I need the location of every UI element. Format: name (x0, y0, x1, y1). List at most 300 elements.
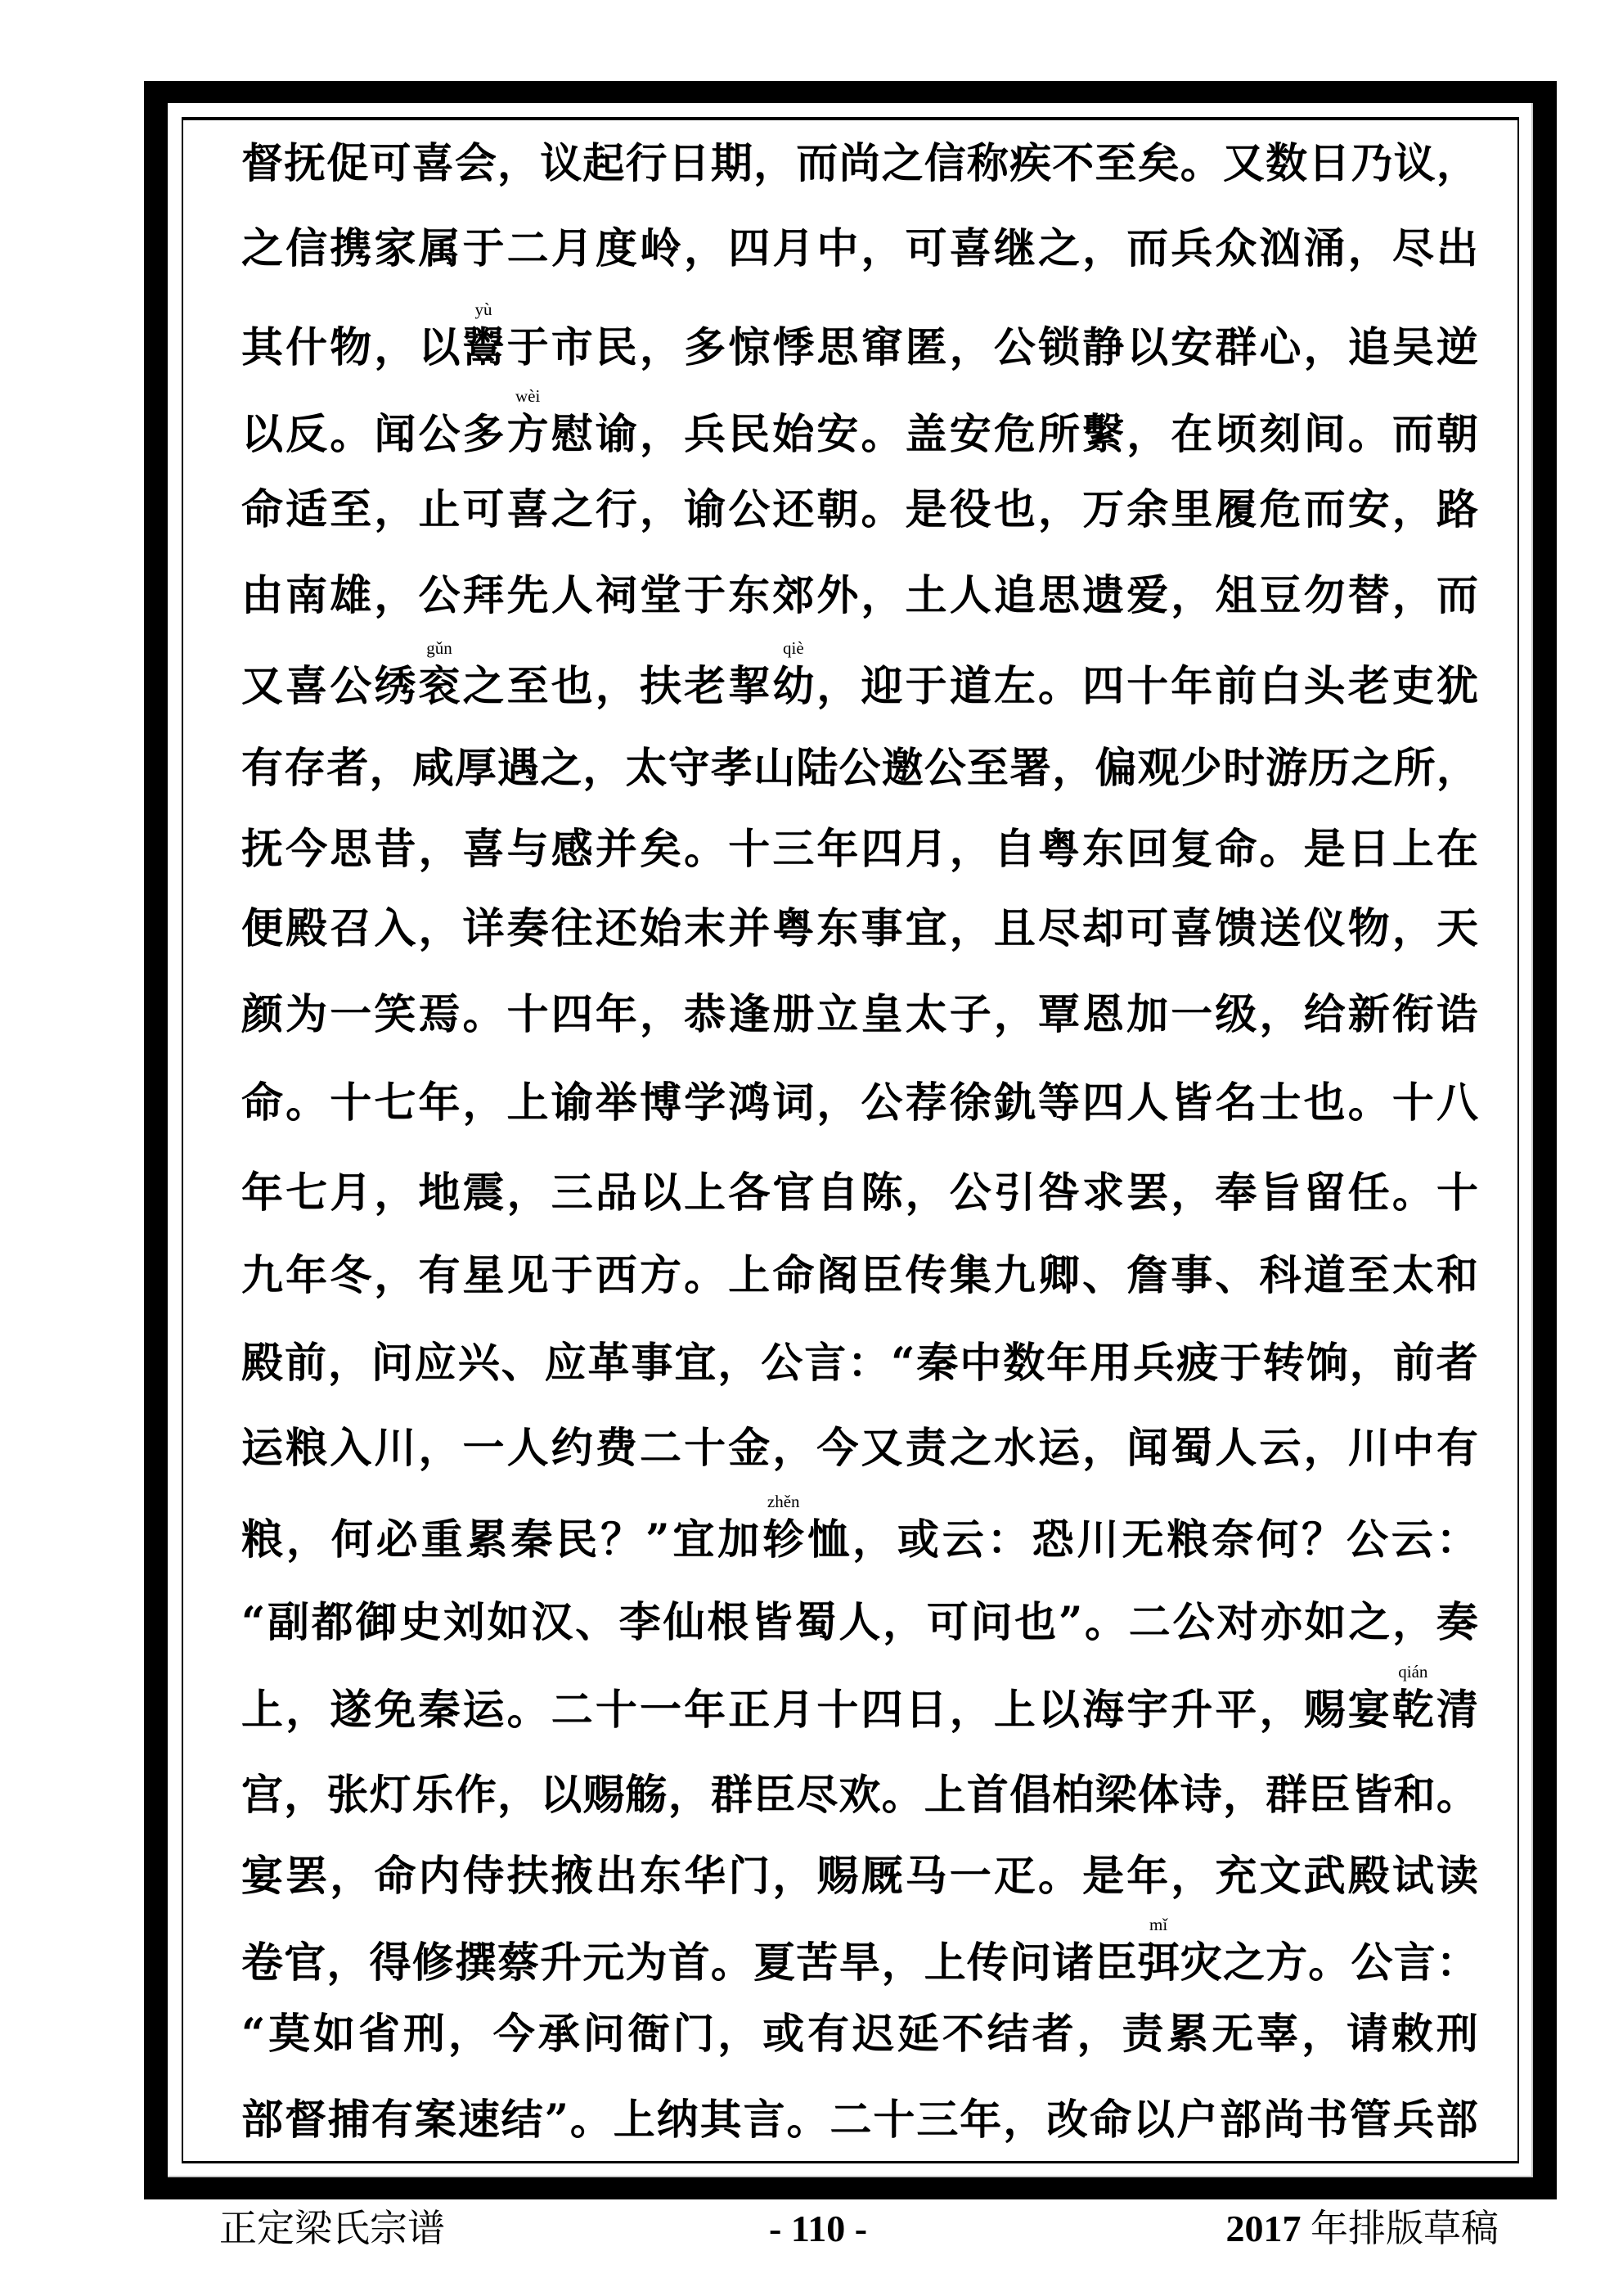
text-char: 皆 (750, 1598, 793, 1647)
text-char: 九 (993, 1251, 1036, 1300)
text-char: 在 (1436, 825, 1478, 874)
text-char: 请 (1346, 2010, 1388, 2059)
text-char: 部 (1219, 2096, 1261, 2145)
text-char: 什 (285, 323, 328, 372)
text-char: 是 (1303, 825, 1346, 874)
footer-draft-year: 2017 (1225, 2208, 1302, 2249)
text-char: 蜀 (1171, 1424, 1213, 1473)
text-char: 之 (1222, 1938, 1265, 1988)
text-char: 读 (1436, 1852, 1478, 1901)
text-char: 七 (374, 1078, 416, 1128)
text-char: 觞 (625, 1771, 668, 1820)
text-char: ， (327, 1339, 370, 1388)
text-char: 饷 (1306, 1339, 1348, 1388)
text-char: 鸿 (728, 1078, 771, 1128)
text-char: 行 (595, 485, 637, 534)
text-char: 也 (993, 485, 1036, 534)
text-char: 云 (942, 1515, 984, 1564)
text-char: 。 (1180, 139, 1222, 188)
text-char: 公 (924, 744, 966, 793)
text-char: 先 (506, 571, 549, 620)
text-char: 责 (1122, 2010, 1164, 2059)
text-char: 衔 (1391, 990, 1434, 1039)
text-char: 上 (506, 1078, 549, 1128)
text-char: 之 (462, 662, 505, 711)
text-char: 案 (414, 2096, 456, 2145)
text-char: 陈 (861, 1168, 903, 1218)
text-char: 二 (829, 2096, 872, 2145)
pinyin-annotation: qiè (782, 638, 804, 658)
text-char: 始 (772, 410, 815, 459)
text-char: 悸 (772, 323, 815, 372)
text-char: 上 (241, 1686, 284, 1735)
text-char: 金 (728, 1424, 771, 1473)
text-char: 首 (966, 1771, 1009, 1820)
text-char: 度 (595, 224, 637, 273)
text-char: 外 (816, 571, 859, 620)
text-char: 省 (358, 2010, 401, 2059)
text-char: 公 (418, 571, 461, 620)
text-char: 蜀 (794, 1598, 837, 1647)
text-char: 皆 (1171, 1078, 1213, 1128)
text-char: 三 (551, 1168, 593, 1218)
text-char: 陆 (796, 744, 838, 793)
text-char: 秦 (916, 1339, 959, 1388)
text-char: 问 (582, 2010, 625, 2059)
text-char: 署 (1009, 744, 1052, 793)
text-char: 速 (457, 2096, 500, 2145)
text-char: 根 (707, 1598, 749, 1647)
text-char: 议 (1393, 139, 1436, 188)
text-char: 又 (241, 662, 284, 711)
text-char: 笑 (374, 990, 416, 1039)
pinyin-annotation: mǐ (1149, 1915, 1168, 1934)
text-char: 粤 (1037, 825, 1080, 874)
text-char: 人 (949, 571, 991, 620)
text-char: 立 (816, 990, 859, 1039)
text-char: 方 wèi (506, 386, 549, 459)
text-char: ， (1391, 571, 1434, 620)
text-char: 升 (1171, 1686, 1213, 1735)
text-char: 累 (465, 1515, 508, 1564)
text-char: 而 (1126, 224, 1169, 273)
text-char: 也 (1303, 1078, 1346, 1128)
text-char: 敕 (1391, 2010, 1433, 2059)
text-char: 属 (418, 224, 461, 273)
text-char: 公 (330, 662, 372, 711)
text-char: 皇 (861, 990, 903, 1039)
text-char: 有 (1436, 1424, 1478, 1473)
footer-page-number: - 110 - (769, 2208, 868, 2249)
text-char: 应 (544, 1339, 587, 1388)
text-char: 任 (1347, 1168, 1390, 1218)
text-char: 和 (1436, 1251, 1478, 1300)
text-char: 抚 (241, 825, 284, 874)
text-char: 。 (1436, 1771, 1478, 1820)
text-char: 之 (241, 224, 284, 273)
text-char: 疋 (993, 1852, 1036, 1901)
text-char: 信 (924, 139, 966, 188)
text-char: 博 (639, 1078, 681, 1128)
text-char: 人 (506, 1424, 549, 1473)
text-char: 安 (1171, 323, 1213, 372)
text-char: 如 (487, 1598, 529, 1647)
text-char: 并 (595, 825, 637, 874)
text-line (241, 1853, 1478, 1899)
text-char: 犹 (1436, 662, 1478, 711)
text-char: 可 (462, 485, 505, 534)
text-char: 朝 (816, 485, 859, 534)
text-char: 臣 (1095, 1938, 1137, 1988)
text-char: 左 (993, 662, 1036, 711)
text-char: 由 (241, 571, 284, 620)
text-char: ， (639, 323, 681, 372)
text-char: 群 (1215, 323, 1257, 372)
text-char: 衙 (627, 2010, 670, 2059)
text-char: 撰 (454, 1938, 497, 1988)
text-char: 详 (462, 904, 505, 953)
text-char: 入 (330, 1424, 372, 1473)
text-line (241, 638, 1478, 711)
text-char: ， (861, 224, 903, 273)
text-char: ， (1037, 485, 1080, 534)
text-char: ， (374, 1251, 416, 1300)
text-char: ， (1171, 1168, 1213, 1218)
text-char: ， (861, 571, 903, 620)
text-char: 反 (285, 410, 328, 459)
text-line (241, 906, 1478, 952)
text-char: 召 (330, 904, 372, 953)
text-char: 多 (462, 410, 505, 459)
text-char: 闻 (374, 410, 416, 459)
text-char: 数 (1003, 1339, 1045, 1388)
text-char: 之 (881, 139, 924, 188)
text-char: 。 (1037, 1852, 1080, 1901)
text-char: ， (374, 323, 416, 372)
text-line (241, 745, 1478, 791)
text-char: 柏 (1052, 1771, 1095, 1820)
text-char: “ (241, 1598, 266, 1647)
text-char: 颜 (241, 990, 284, 1039)
text-char: 督 (241, 139, 284, 188)
text-char: 李 (618, 1598, 661, 1647)
text-char: 回 (1126, 825, 1169, 874)
text-char: 运 (462, 1686, 505, 1735)
text-char: 罢 (1126, 1168, 1169, 1218)
text-char: 危 (993, 410, 1036, 459)
text-char: ， (717, 1339, 760, 1388)
text-char: ， (1303, 323, 1346, 372)
text-char: 十 (728, 825, 771, 874)
text-char: 云 (1391, 1515, 1433, 1564)
text-char: 秦 (510, 1515, 553, 1564)
text-char: 携 (330, 224, 372, 273)
text-char: 奏 (506, 904, 549, 953)
text-char: 求 (1082, 1168, 1125, 1218)
text-char: 二 (639, 1424, 681, 1473)
text-char: 绣 (374, 662, 416, 711)
text-char: 转 (1262, 1339, 1305, 1388)
text-char: 部 (1436, 2096, 1478, 2145)
text-line (241, 1772, 1478, 1818)
text-char: 抚 (284, 139, 326, 188)
text-char: 孝 (710, 744, 753, 793)
text-char: 人 (1126, 1078, 1169, 1128)
text-char: 出 (1436, 224, 1478, 273)
text-line (241, 1170, 1478, 1216)
text-char: 乾 qián (1391, 1662, 1434, 1735)
text-line (241, 386, 1478, 459)
text-char: 追 (1347, 323, 1390, 372)
text-char: 间 (1303, 410, 1346, 459)
text-char: 尚 (1262, 2096, 1305, 2145)
text-char: ， (374, 1168, 416, 1218)
text-char: 与 (506, 825, 549, 874)
text-char: ， (497, 1771, 540, 1820)
text-char: 一 (949, 1852, 991, 1901)
text-char: 武 (1303, 1852, 1346, 1901)
text-char: 公 (861, 1078, 903, 1128)
text-char: 十 (873, 2096, 915, 2145)
text-char: ， (816, 1078, 859, 1128)
text-char: 在 (1171, 410, 1213, 459)
text-char: 门 (728, 1852, 771, 1901)
text-char: 弭 mǐ (1137, 1915, 1180, 1988)
text-char: 思 (330, 825, 372, 874)
text-char: 张 (326, 1771, 369, 1820)
text-char: 事 (631, 1339, 673, 1388)
text-char: 役 (949, 485, 991, 534)
text-char: 升 (540, 1938, 582, 1988)
text-char: 日 (668, 139, 710, 188)
text-char: 都 (311, 1598, 353, 1647)
text-char: 往 (551, 904, 593, 953)
text-char: 前 (1392, 1339, 1435, 1388)
text-char: 。 (569, 2096, 612, 2145)
text-line (241, 1600, 1478, 1645)
text-char: 之 (540, 744, 582, 793)
text-char: 官 (284, 1938, 326, 1988)
text-char: 朝 (1436, 410, 1478, 459)
text-char: 感 (551, 825, 593, 874)
text-char: 川 (374, 1424, 416, 1473)
text-char: 集 (949, 1251, 991, 1300)
text-char: ， (949, 904, 991, 953)
text-char: 云 (1259, 1424, 1302, 1473)
text-char: 有 (807, 2010, 850, 2059)
text-char: ， (881, 1938, 924, 1988)
text-char: ， (1391, 904, 1434, 953)
text-char: ， (905, 1168, 947, 1218)
text-char: 月 (330, 1168, 372, 1218)
text-char: 刻 (1259, 410, 1302, 459)
text-char: 四 (861, 825, 903, 874)
text-char: 是 (1082, 1852, 1125, 1901)
text-char: ， (1259, 1686, 1302, 1735)
text-char: ， (374, 485, 416, 534)
text-char: 等 (1037, 1078, 1080, 1128)
text-line (241, 1340, 1478, 1386)
text-char: 遂 (330, 1686, 372, 1735)
text-char: ， (1222, 1771, 1265, 1820)
text-char: 阁 (816, 1251, 859, 1300)
text-char: 事 (861, 904, 903, 953)
text-char: 日 (905, 1686, 947, 1735)
text-char: 勿 (1303, 571, 1346, 620)
text-char: 改 (1046, 2096, 1089, 2145)
text-char: 安 (816, 410, 859, 459)
text-char: 三 (772, 825, 815, 874)
text-char: 并 (728, 904, 771, 953)
text-char: 罢 (285, 1852, 328, 1901)
text-char: 兵 (684, 410, 726, 459)
text-char: 夏 (753, 1938, 796, 1988)
text-char: 十 (506, 990, 549, 1039)
text-char: 行 (625, 139, 668, 188)
text-char: 谕 (551, 1078, 593, 1128)
text-char: 。 (1037, 662, 1080, 711)
text-char: 岭 (639, 224, 681, 273)
text-char: ， (1259, 990, 1302, 1039)
text-char: 爱 (1126, 571, 1169, 620)
text-char: 多 (684, 323, 726, 372)
text-char: 郊 (772, 571, 815, 620)
text-char: 者 (1032, 2010, 1074, 2059)
text-line (241, 2097, 1478, 2143)
text-char: 宇 (1126, 1686, 1169, 1735)
text-char: 路 (1436, 485, 1478, 534)
text-char: 自 (993, 825, 1036, 874)
text-char: 存 (284, 744, 326, 793)
text-char: 里 (1171, 485, 1213, 534)
text-char: 二 (1128, 1598, 1171, 1647)
text-char: 官 (772, 1168, 815, 1218)
text-char: 得 (369, 1938, 411, 1988)
text-char: 人 (838, 1598, 881, 1647)
text-char: 太 (1391, 1251, 1434, 1300)
text-char: 鬻 yù (462, 299, 505, 372)
text-char: 于 (506, 323, 549, 372)
text-char: 扶 (506, 1852, 549, 1901)
text-char: ” (544, 2096, 569, 2145)
text-char: 宫 (241, 1771, 284, 1820)
text-char: “ (891, 1339, 915, 1388)
text-char: 促 (326, 139, 369, 188)
text-char: 且 (993, 904, 1036, 953)
text-char: 乃 (1351, 139, 1393, 188)
text-char: 举 (595, 1078, 637, 1128)
text-char: 刘 (443, 1598, 485, 1647)
text-char: 安 (1347, 485, 1390, 534)
text-char: 蔡 (497, 1938, 540, 1988)
text-char: 诗 (1180, 1771, 1222, 1820)
text-char: ， (1436, 139, 1478, 188)
text-char: 前 (1215, 662, 1257, 711)
text-char: 其 (699, 2096, 742, 2145)
text-char: 始 (639, 904, 681, 953)
text-char: 也 (1014, 1598, 1057, 1647)
text-char: ， (639, 410, 681, 459)
text-char: 、 (1215, 1251, 1257, 1300)
text-char: 祠 (595, 571, 637, 620)
text-char: 、 (575, 1598, 618, 1647)
text-char: 十 (684, 1424, 726, 1473)
text-char: 山 (753, 744, 796, 793)
text-char: 之 (1348, 1598, 1391, 1647)
text-char: 荐 (905, 1078, 947, 1128)
text-char: 刑 (1436, 2010, 1478, 2059)
text-char: 作 (454, 1771, 497, 1820)
text-char: 迎 (861, 662, 903, 711)
text-char: 恩 (1082, 990, 1125, 1039)
text-char: ， (326, 1938, 369, 1988)
text-char: 以 (540, 1771, 582, 1820)
text-char: 诰 (1436, 990, 1478, 1039)
text-char: ， (684, 224, 726, 273)
text-char: 安 (949, 410, 991, 459)
text-line (241, 826, 1478, 872)
pinyin-annotation: wèi (515, 386, 541, 406)
text-char: 灾 (1180, 1938, 1222, 1988)
text-char: ， (285, 1515, 328, 1564)
text-char: 清 (1436, 1686, 1478, 1735)
text-char: 又 (1222, 139, 1265, 188)
text-char: 免 (374, 1686, 416, 1735)
text-char: 尽 (796, 1771, 838, 1820)
text-char: 累 (1167, 2010, 1209, 2059)
text-char: 矣 (1137, 139, 1180, 188)
text-char: 奏 (1436, 1598, 1478, 1647)
text-char: 咎 (1037, 1168, 1080, 1218)
text-char: 二 (551, 1686, 593, 1735)
text-char: 奈 (1212, 1515, 1254, 1564)
text-char: 何 (330, 1515, 373, 1564)
text-char: 亦 (1260, 1598, 1302, 1647)
text-char: 苦 (796, 1938, 838, 1988)
text-char: 冬 (330, 1251, 372, 1300)
text-char: 涌 (1303, 224, 1346, 273)
text-char: 必 (375, 1515, 418, 1564)
text-char: 一 (1171, 990, 1213, 1039)
text-char: 倡 (1009, 1771, 1052, 1820)
text-char: 年 (960, 2096, 1002, 2145)
text-char: 刑 (402, 2010, 445, 2059)
text-char: 言 (743, 2096, 785, 2145)
text-char: 八 (1436, 1078, 1478, 1128)
text-char: ” (645, 1515, 670, 1564)
text-char: 奉 (1215, 1168, 1257, 1218)
text-char: 卷 (241, 1938, 284, 1988)
text-char: 臣 (753, 1771, 796, 1820)
text-char: 传 (966, 1938, 1009, 1988)
text-char: 川 (1347, 1424, 1390, 1473)
text-char: 品 (595, 1168, 637, 1218)
text-char: 矣 (639, 825, 681, 874)
text-char: 今 (816, 1424, 859, 1473)
footer-draft-label: 年排版草稿 (1301, 2208, 1499, 2249)
text-char: ， (330, 1852, 372, 1901)
text-char: 四 (1082, 662, 1125, 711)
text-char: 送 (1259, 904, 1302, 953)
text-char: 众 (1215, 224, 1257, 273)
text-char: 惊 (728, 323, 771, 372)
text-char: 十 (1391, 1078, 1434, 1128)
text-char: 延 (897, 2010, 939, 2059)
text-char: 危 (1259, 485, 1302, 534)
text-char: 太 (905, 990, 947, 1039)
text-char: 。 (285, 1078, 328, 1128)
text-char: 者 (326, 744, 369, 793)
